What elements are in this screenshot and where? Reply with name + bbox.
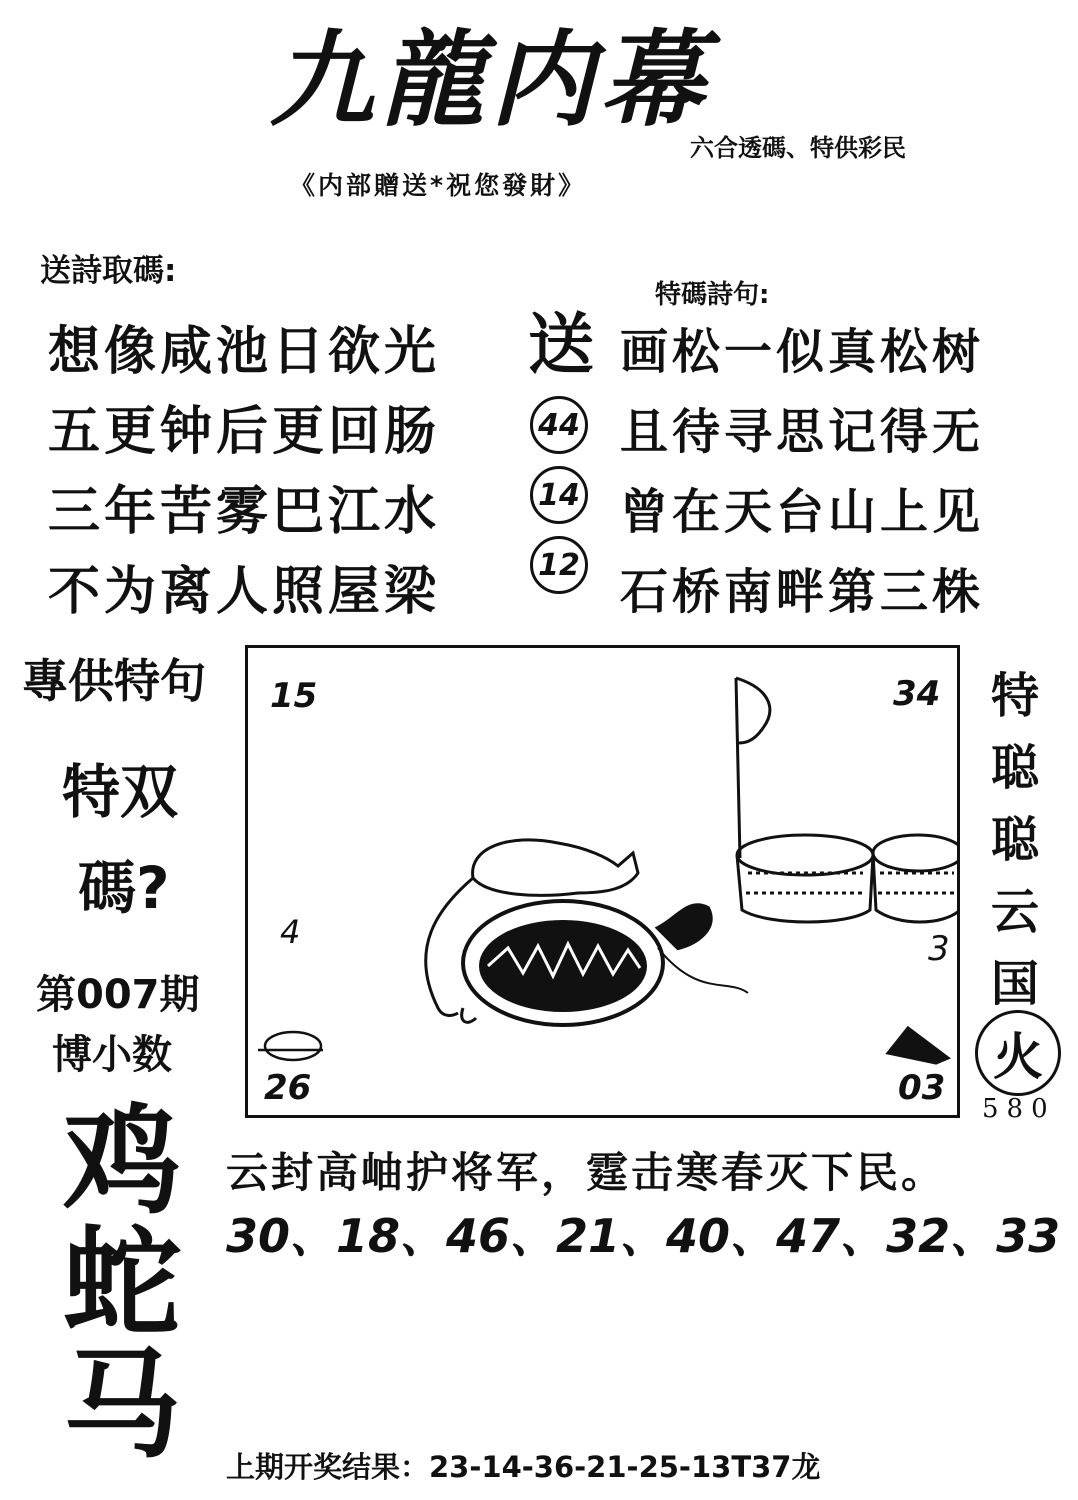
zodiac-char: 鸡 — [62, 1091, 181, 1230]
poem-left-line: 三年苦雾巴江水 — [48, 482, 441, 542]
special-right-char: 聪 — [990, 812, 1039, 868]
poem-left-line: 不为离人照屋梁 — [48, 562, 441, 622]
poem-right-line: 画松一似真松树 — [620, 324, 985, 380]
poem-left — [48, 312, 440, 632]
corner-bottom-right: 03 — [898, 1068, 946, 1108]
poem-left-line: 想像咸池日欲光 — [48, 322, 441, 382]
zodiac-char: 马 — [62, 1335, 181, 1474]
picture-frame — [245, 645, 960, 1118]
page-title: 九龍内幕 — [270, 18, 711, 141]
corner-top-left: 15 — [270, 676, 318, 716]
poem-right-line: 曾在天台山上见 — [620, 484, 985, 540]
fire-circle: 火 — [975, 1010, 1061, 1096]
special-line-3: 碼? — [78, 854, 170, 922]
issue-hint: 博小数 — [52, 1032, 172, 1078]
special-right — [985, 660, 1045, 1020]
small-mouse-drawing — [258, 1032, 323, 1060]
zodiac-char: 蛇 — [62, 1213, 181, 1352]
string-drawing — [658, 948, 748, 993]
special-line-1: 專供特句 — [22, 654, 206, 708]
zodiac-list — [62, 1091, 182, 1474]
number-list: 30、18、46、21、40、47、32、33 — [226, 1209, 1061, 1263]
watermelon-drawing — [463, 901, 711, 1025]
corner-bottom-left: 26 — [264, 1068, 312, 1108]
scribble-three: 3 — [928, 929, 950, 969]
special-right-char: 云 — [990, 884, 1039, 940]
special-right-char: 聪 — [990, 740, 1039, 796]
marker-circle: 14 — [530, 466, 588, 524]
scribble-four: 4 — [280, 913, 301, 951]
corner-top-right: 34 — [893, 674, 941, 714]
poem-left-line: 五更钟后更回肠 — [48, 402, 441, 462]
verse-text: 云封高岫护将军，霆击寒春灭下民。 — [226, 1148, 947, 1197]
broom-drawing — [888, 1028, 948, 1063]
poem-label-left: 送詩取碼: — [40, 253, 177, 289]
code-number: 580 — [982, 1094, 1056, 1124]
subtitle-center: 《内部贈送*祝您發財》 — [290, 171, 587, 200]
poem-label-right: 特碼詩句: — [655, 280, 770, 310]
issue-number: 第007期 — [36, 972, 200, 1018]
poem-right — [620, 312, 984, 632]
song-char: 送 — [528, 306, 594, 383]
poem-right-line: 且待寻思记得无 — [620, 404, 985, 460]
basket-drawing — [737, 835, 957, 922]
flag-drawing — [736, 678, 770, 858]
special-right-char: 特 — [990, 668, 1039, 724]
illustration — [248, 648, 957, 1115]
special-right-char: 国 — [990, 956, 1039, 1012]
special-line-2: 特双 — [62, 758, 179, 826]
subtitle-right: 六合透碼、特供彩民 — [690, 134, 906, 162]
poem-right-line: 石桥南畔第三株 — [620, 564, 985, 620]
marker-circle: 12 — [530, 536, 588, 594]
last-result: 上期开奖结果：23-14-36-21-25-13T37龙 — [226, 1450, 821, 1484]
marker-circle: 44 — [530, 396, 588, 454]
